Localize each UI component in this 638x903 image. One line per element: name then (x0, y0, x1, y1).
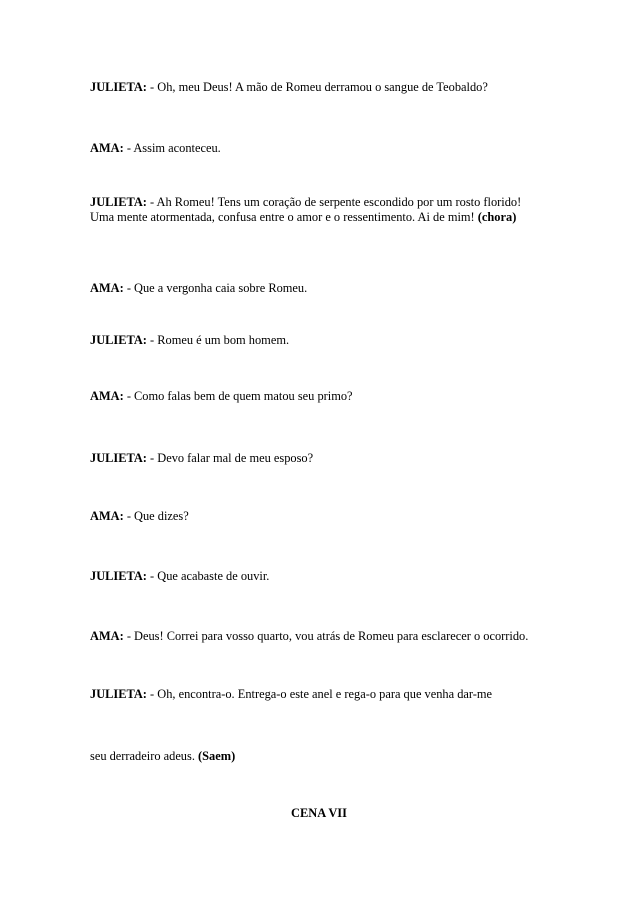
dialogue-line-9 (90, 569, 560, 584)
dialogue-line-5 (90, 333, 560, 348)
dialogue-continuation-11 (90, 749, 560, 764)
dialogue-line-4 (90, 281, 560, 296)
continuation-text: Uma mente atormentada, confusa entre o amor e o ressentimento. Ai de mim! (90, 210, 478, 224)
speaker-label: AMA: (90, 141, 124, 155)
dialogue-text: - Como falas bem de quem matou seu primo? (123, 389, 353, 403)
dialogue-line-7 (90, 451, 560, 466)
dialogue-line-8 (90, 509, 560, 524)
dialogue-text: - Devo falar mal de meu esposo? (146, 451, 314, 465)
dialogue-line-6 (90, 389, 560, 404)
continuation-text: seu derradeiro adeus. (90, 749, 199, 763)
dialogue-text: - Ah Romeu! Tens um coração de serpente escondido por um rosto florido! (146, 195, 522, 209)
speaker-label: AMA: (90, 281, 124, 295)
dialogue-text: - Que dizes? (123, 509, 189, 523)
dialogue-text: - Oh, encontra-o. Entrega-o este anel e rega-o para que venha dar-me (146, 687, 493, 701)
speaker-label: JULIETA: (90, 80, 147, 94)
dialogue-continuation-3 (90, 210, 560, 225)
dialogue-text: - Deus! Correi para vosso quarto, vou atrás de Romeu para esclarecer o ocorrido. (123, 629, 529, 643)
dialogue-text: - Que acabaste de ouvir. (146, 569, 270, 583)
dialogue-line-11 (90, 687, 560, 702)
scene-heading: CENA VII (291, 806, 347, 820)
stage-direction: (chora) (477, 210, 517, 224)
dialogue-line-2 (90, 141, 560, 156)
speaker-label: AMA: (90, 509, 124, 523)
dialogue-text: - Que a vergonha caia sobre Romeu. (123, 281, 308, 295)
dialogue-text: - Oh, meu Deus! A mão de Romeu derramou o sangue de Teobaldo? (146, 80, 488, 94)
dialogue-text: - Romeu é um bom homem. (146, 333, 290, 347)
speaker-label: JULIETA: (90, 569, 147, 583)
dialogue-text: - Assim aconteceu. (123, 141, 221, 155)
speaker-label: AMA: (90, 389, 124, 403)
speaker-label: JULIETA: (90, 333, 147, 347)
dialogue-line-1 (90, 80, 560, 95)
speaker-label: JULIETA: (90, 195, 147, 209)
dialogue-line-3 (90, 195, 560, 210)
speaker-label: AMA: (90, 629, 124, 643)
speaker-label: JULIETA: (90, 451, 147, 465)
speaker-label: JULIETA: (90, 687, 147, 701)
dialogue-line-10 (90, 629, 560, 644)
stage-direction: (Saem) (198, 749, 236, 763)
